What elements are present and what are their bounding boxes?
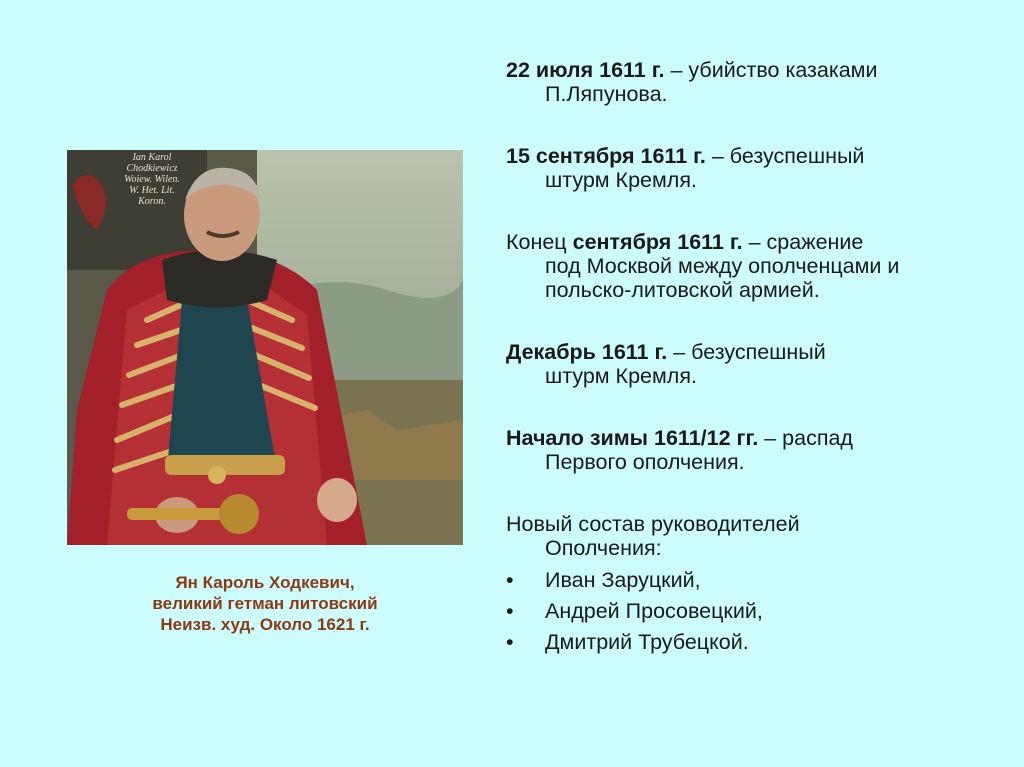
event-description: – сражение: [742, 230, 864, 254]
event-description: – убийство казаками: [664, 58, 878, 82]
leaders-intro-line: Новый состав руководителей: [506, 512, 800, 536]
leader-item: [506, 599, 763, 623]
event-date: Начало зимы 1611/12 гг.: [506, 426, 759, 450]
bullet-icon: •: [506, 568, 514, 592]
portrait-inscription: [97, 152, 207, 207]
event-continuation: П.Ляпунова.: [545, 82, 668, 106]
event-date: 22 июля 1611 г.: [506, 58, 665, 82]
caption-line: Ян Кароль Ходкевич,: [175, 573, 355, 592]
event-line: [506, 144, 1006, 168]
inscription-line: Woiew. Wilen.: [124, 174, 180, 185]
event-line: [506, 58, 1006, 82]
inscription-line: Koron.: [138, 196, 166, 207]
leader-name: Андрей Просовецкий,: [545, 599, 763, 623]
event-description: – безуспешный: [705, 144, 865, 168]
event-item: [506, 340, 1006, 388]
portrait-artwork: [67, 150, 463, 545]
event-continuation: штурм Кремля.: [545, 364, 697, 388]
event-item: [506, 426, 1006, 474]
event-date: 15 сентября 1611 г.: [506, 144, 706, 168]
inscription-line: Ian Karol: [132, 152, 172, 163]
event-line: [506, 340, 1006, 364]
caption-line: великий гетман литовский: [152, 594, 378, 613]
inscription-line: W. Het. Lit.: [129, 185, 175, 196]
leader-name: Иван Заруцкий,: [545, 568, 701, 592]
bullet-icon: •: [506, 599, 514, 623]
event-prefix: Конец: [506, 230, 573, 254]
event-line: [506, 230, 1006, 254]
event-continuation: Первого ополчения.: [545, 450, 745, 474]
inscription-line: Chodkiewicz: [126, 163, 178, 174]
event-item: [506, 144, 1006, 192]
event-description: – распад: [758, 426, 853, 450]
leaders-intro: [506, 512, 1006, 560]
leader-item: [506, 568, 701, 592]
event-description: – безуспешный: [667, 340, 826, 364]
leader-name: Дмитрий Трубецкой.: [545, 630, 749, 654]
event-continuation: штурм Кремля.: [545, 168, 697, 192]
event-item: [506, 230, 1006, 302]
caption-line: Неизв. худ. Около 1621 г.: [160, 615, 370, 634]
leader-item: [506, 630, 749, 654]
portrait-painting: [67, 150, 463, 545]
event-line: [506, 426, 1006, 450]
bullet-icon: •: [506, 630, 514, 654]
portrait-caption: [65, 572, 465, 635]
event-date: сентября 1611 г.: [572, 230, 743, 254]
event-item: [506, 58, 1006, 106]
leaders-intro-continuation: Ополчения:: [545, 536, 662, 560]
event-continuation: под Москвой между ополченцами и: [545, 254, 900, 278]
event-continuation: польско-литовской армией.: [545, 278, 820, 302]
event-date: Декабрь 1611 г.: [506, 340, 668, 364]
